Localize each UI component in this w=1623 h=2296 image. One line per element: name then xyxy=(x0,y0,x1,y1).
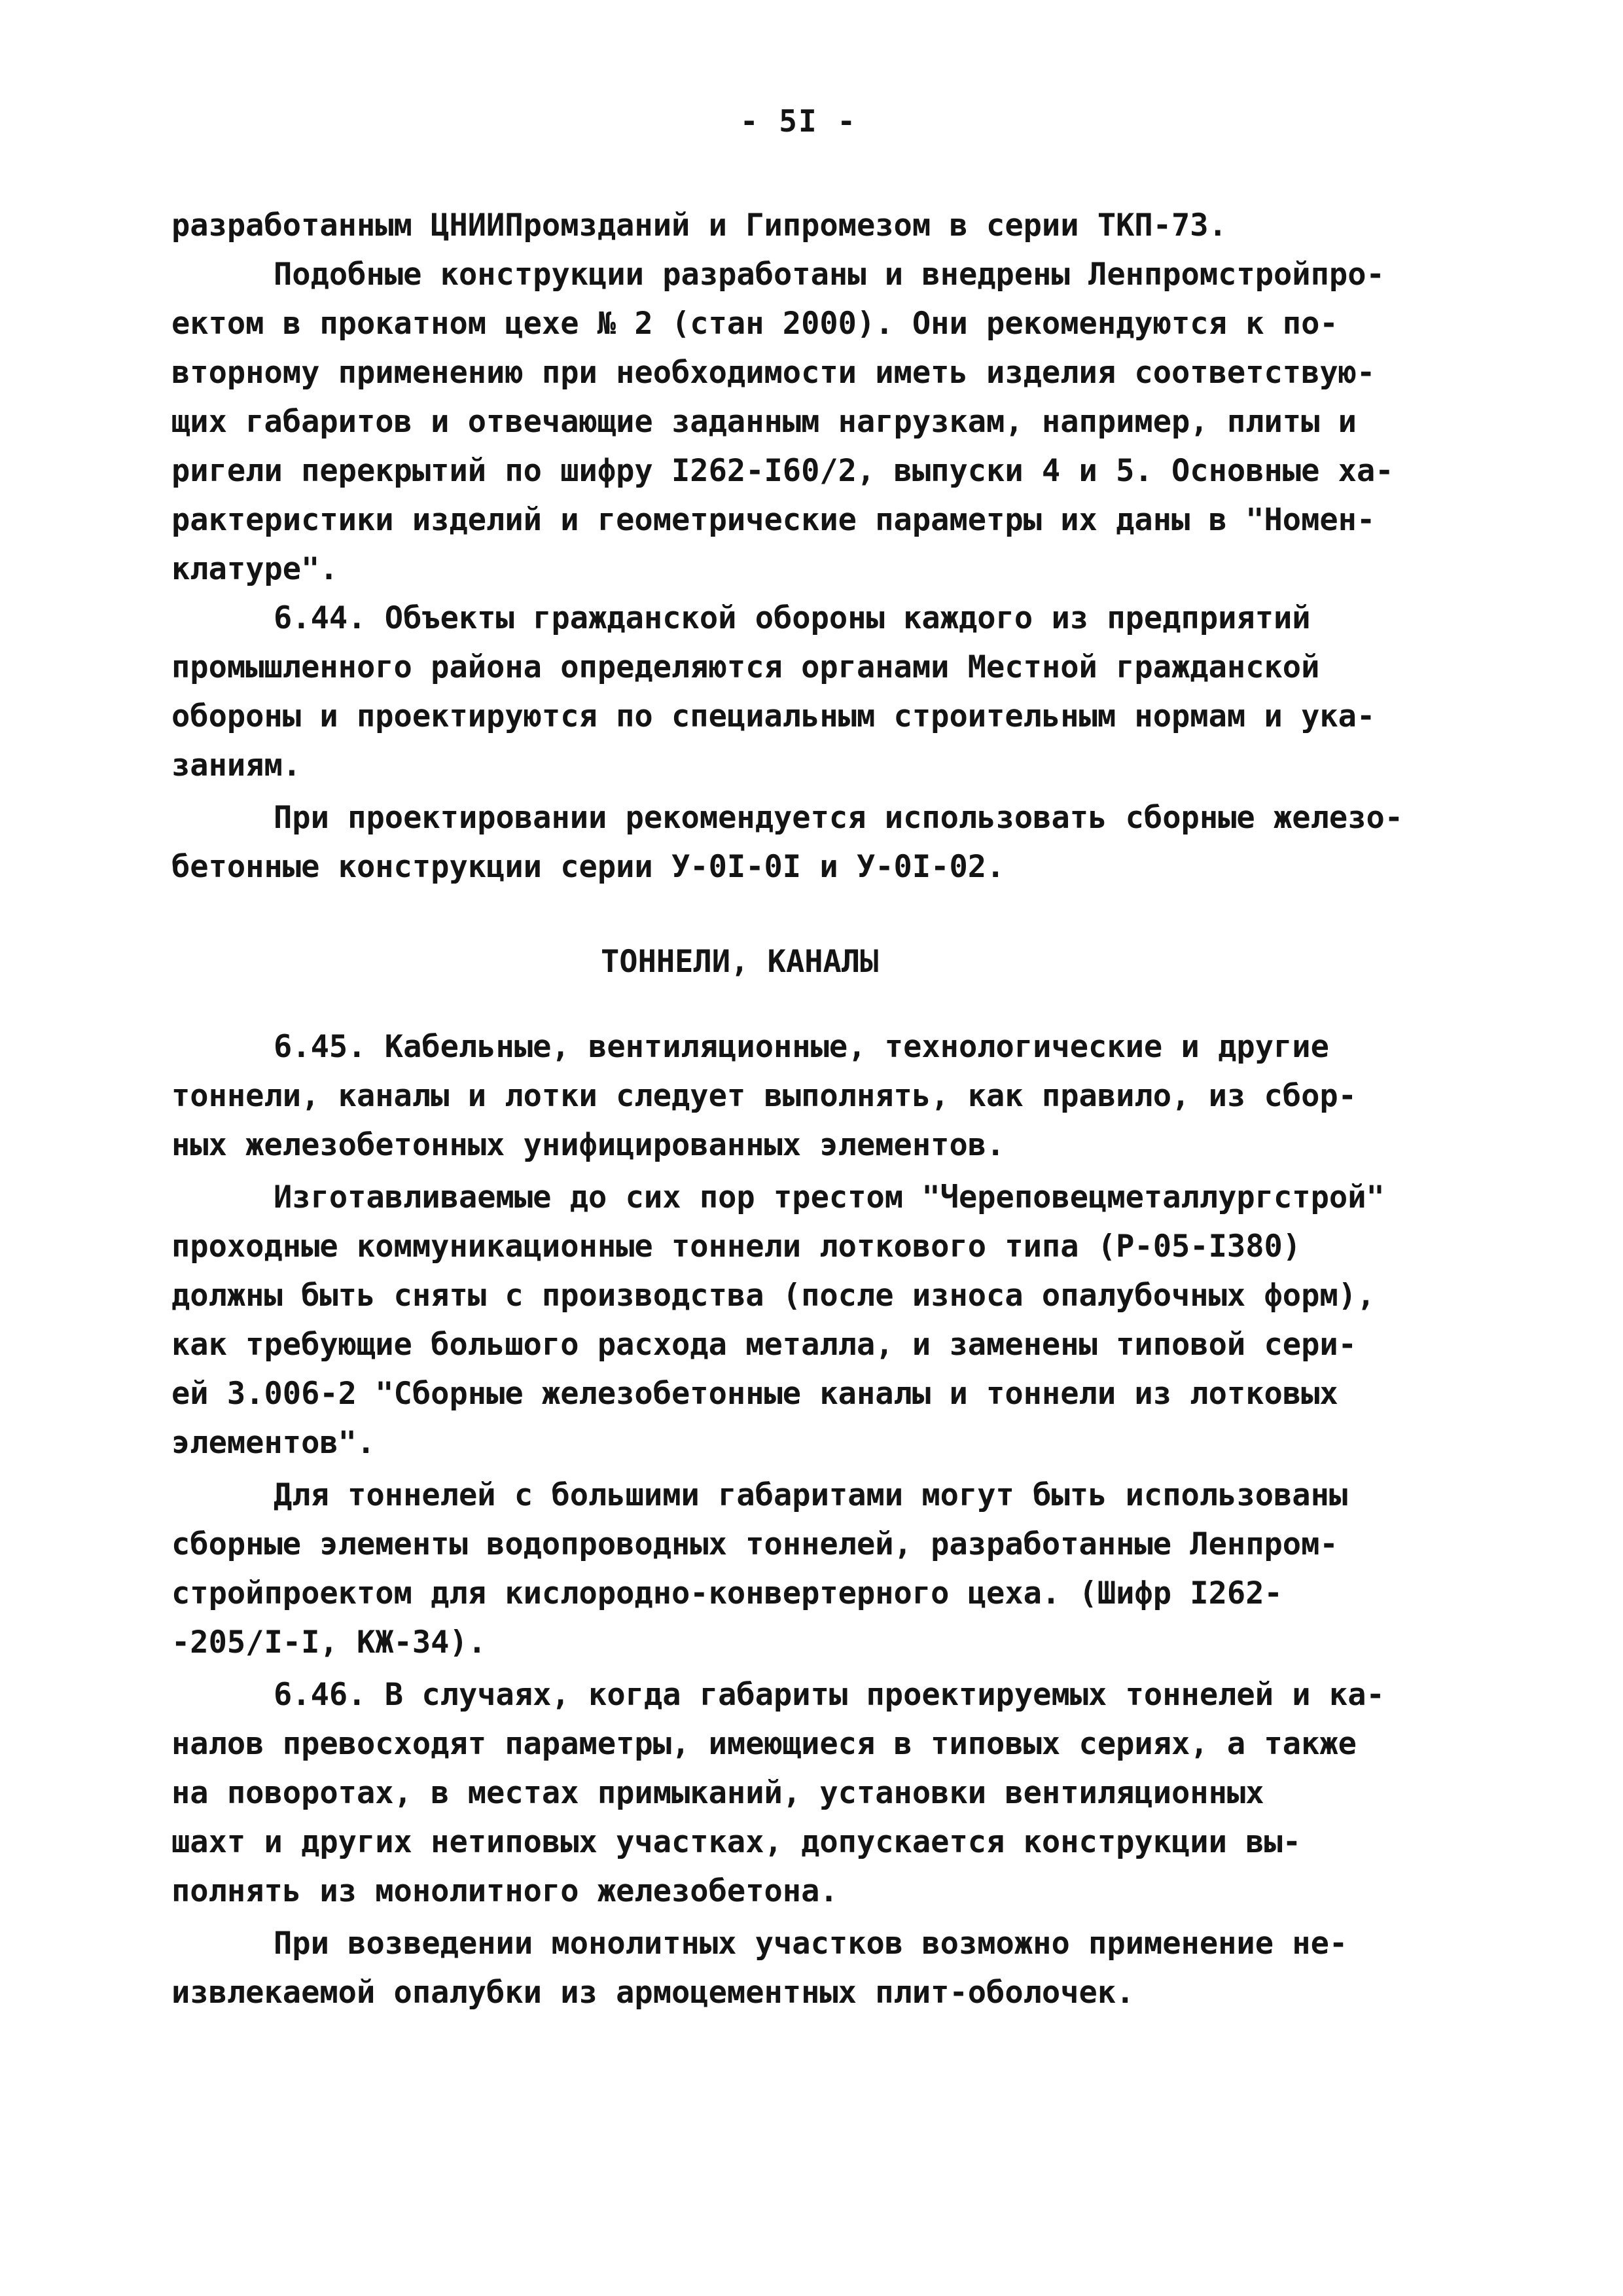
text-line: -205/I-I, КЖ-34). xyxy=(171,1624,487,1660)
text-line: тоннели, каналы и лотки следует выполнять, как правило, из сбор- xyxy=(171,1078,1357,1114)
text-line: щих габаритов и отвечающие заданным нагрузкам, например, плиты и xyxy=(171,404,1357,440)
text-line: 6.44. Объекты гражданской обороны каждого из предприятий xyxy=(274,600,1311,636)
text-line: промышленного района определяются органами Местной гражданской xyxy=(171,649,1320,685)
text-line: должны быть сняты с производства (после износа опалубочных форм), xyxy=(171,1278,1376,1314)
text-line: разработанным ЦНИИПромзданий и Гипромезом в серии ТКП-73. xyxy=(171,207,1227,243)
text-line: ей 3.006-2 "Сборные железобетонные каналы и тоннели из лотковых xyxy=(171,1376,1338,1412)
text-line: Подобные конструкции разработаны и внедрены Ленпромстройпро- xyxy=(274,257,1385,293)
text-line: 6.45. Кабельные, вентиляционные, технологические и другие xyxy=(274,1029,1329,1065)
text-line: ных железобетонных унифицированных элементов. xyxy=(171,1127,1005,1163)
text-line: сборные элементы водопроводных тоннелей, разработанные Ленпром- xyxy=(171,1526,1338,1562)
text-line: Для тоннелей с большими габаритами могут быть использованы xyxy=(274,1477,1348,1513)
text-line: извлекаемой опалубки из армоцементных плит-оболочек. xyxy=(171,1975,1135,2011)
text-line: налов превосходят параметры, имеющиеся в типовых сериях, а также xyxy=(171,1726,1357,1762)
text-line: рактеристики изделий и геометрические параметры их даны в "Номен- xyxy=(171,502,1376,538)
text-line: ригели перекрытий по шифру I262-I60/2, выпуски 4 и 5. Основные ха- xyxy=(171,453,1394,489)
text-line: проходные коммуникационные тоннели лоткового типа (Р-05-I380) xyxy=(171,1229,1302,1265)
text-line: полнять из монолитного железобетона. xyxy=(171,1873,838,1909)
text-line: 6.46. В случаях, когда габариты проектируемых тоннелей и ка- xyxy=(274,1677,1385,1713)
text-line: вторному применению при необходимости иметь изделия соответствую- xyxy=(171,355,1376,391)
text-line: шахт и других нетиповых участках, допускается конструкции вы- xyxy=(171,1824,1302,1860)
page-number: - 5I - xyxy=(740,103,857,139)
text-line: клатуре". xyxy=(171,551,338,587)
text-line: как требующие большого расхода металла, и заменены типовой сери- xyxy=(171,1327,1357,1363)
text-line: заниям. xyxy=(171,747,302,783)
text-line: на поворотах, в местах примыканий, установки вентиляционных xyxy=(171,1775,1264,1811)
text-line: Изготавливаемые до сих пор трестом "Череповецметаллургстрой" xyxy=(274,1179,1385,1215)
text-line: При проектировании рекомендуется использовать сборные железо- xyxy=(274,800,1404,836)
text-line: стройпроектом для кислородно-конвертерного цеха. (Шифр I262- xyxy=(171,1575,1283,1611)
text-line: бетонные конструкции серии У-0I-0I и У-0I-02. xyxy=(171,849,1005,885)
text-line: обороны и проектируются по специальным строительным нормам и ука- xyxy=(171,698,1376,734)
text-line: При возведении монолитных участков возможно применение не- xyxy=(274,1926,1348,1962)
section-heading: ТОННЕЛИ, КАНАЛЫ xyxy=(601,944,879,980)
text-line: ектом в прокатном цехе № 2 (стан 2000). Они рекомендуются к по- xyxy=(171,306,1338,342)
text-line: элементов". xyxy=(171,1425,376,1461)
